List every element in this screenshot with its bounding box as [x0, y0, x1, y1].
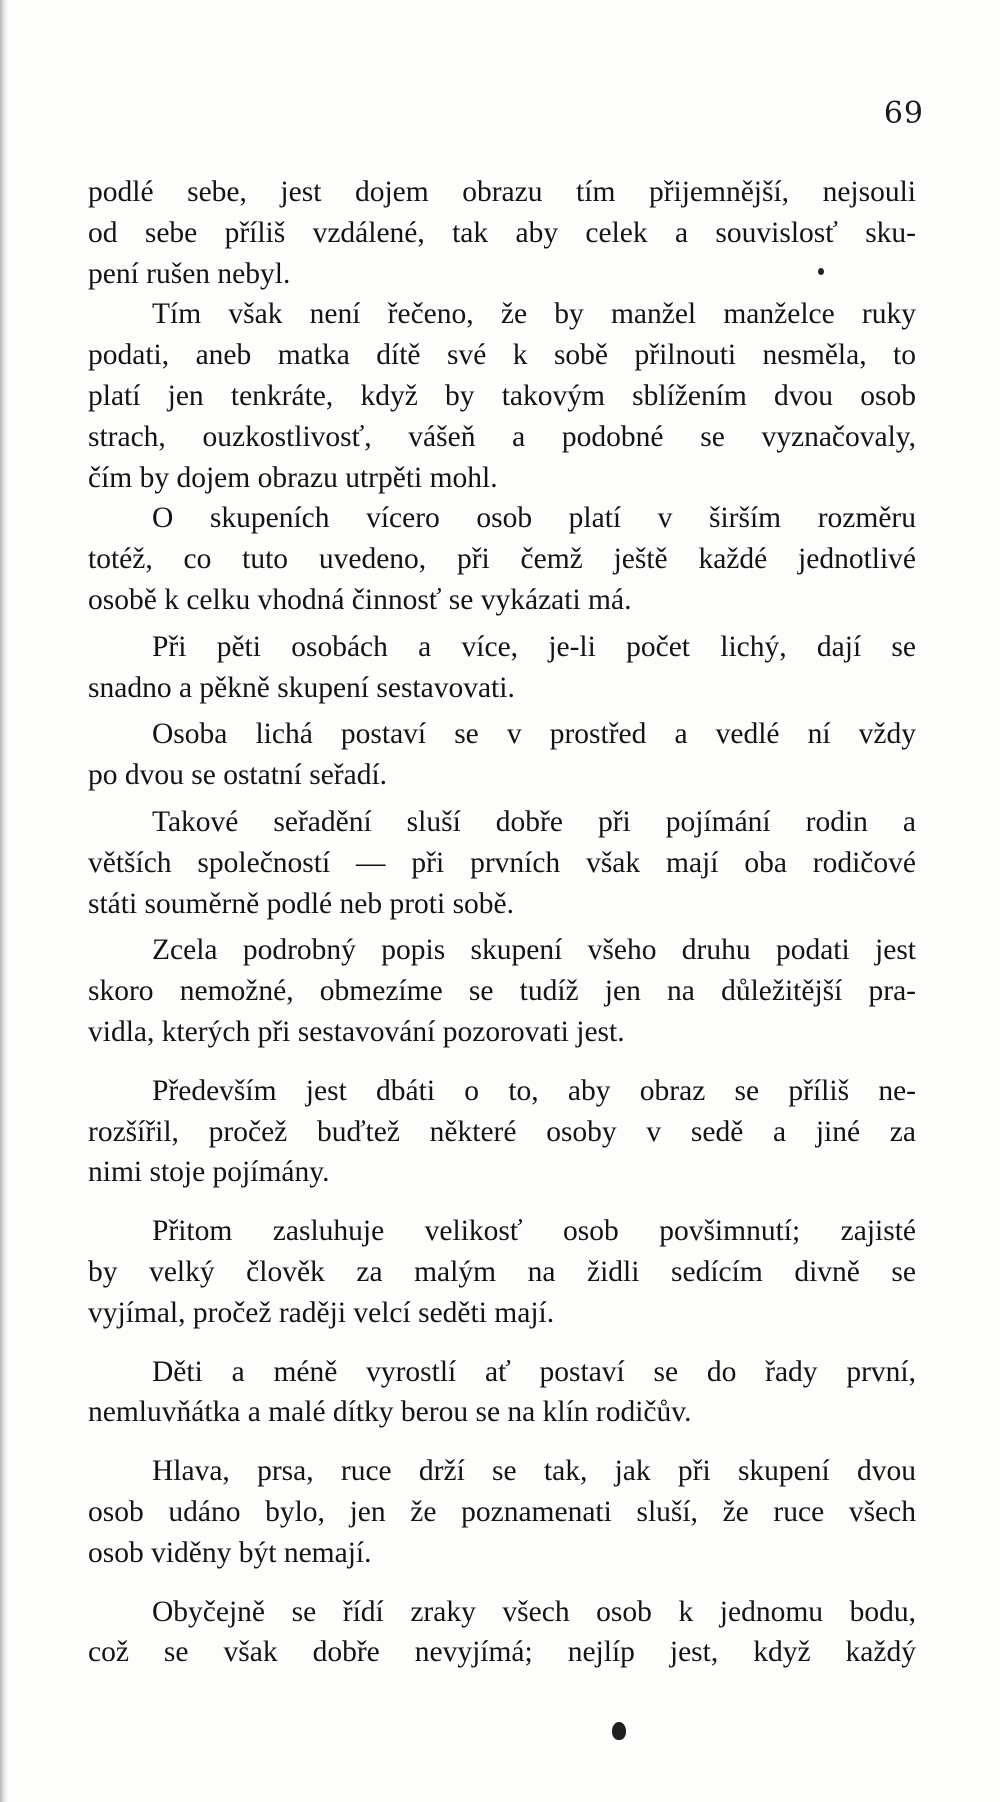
text-line: pení rušen nebyl. [88, 257, 291, 290]
page-edge-shadow [0, 0, 8, 1802]
text-line: O skupeních vícero osob platí v širším rozměru [152, 502, 916, 535]
text-line: strach, ouzkostlivosť, vášeň a podobné se vyznačovaly, [88, 420, 916, 453]
text-line: Tím však není řečeno, že by manžel manželce ruky [152, 298, 916, 331]
text-line: vidla, kterých při sestavování pozorovati jest. [88, 1015, 625, 1048]
text-line: rozšířil, pročež buďtež některé osoby v sedě a jiné za [88, 1115, 916, 1148]
text-line: nimi stoje pojímány. [88, 1156, 330, 1189]
text-line: nemluvňátka a malé dítky berou se na klín rodičův. [88, 1396, 692, 1429]
text-line: Takové seřadění sluší dobře při pojímání rodin a [152, 805, 916, 838]
text-line: platí jen tenkráte, když by takovým sblížením dvou osob [88, 379, 916, 412]
text-line: státi souměrně podlé neb proti sobě. [88, 887, 515, 920]
text-line: osobě k celku vhodná činnosť se vykázati má. [88, 583, 632, 616]
text-line: osob udáno bylo, jen že poznamenati sluší, že ruce všech [88, 1495, 916, 1528]
text-line: Hlava, prsa, ruce drží se tak, jak při skupení dvou [152, 1455, 916, 1488]
text-line: čím by dojem obrazu utrpěti mohl. [88, 461, 498, 494]
page-number: 69 [883, 96, 924, 131]
text-line: skoro nemožné, obmezíme se tudíž jen na důležitější pra- [88, 975, 916, 1008]
body-text [88, 172, 916, 1673]
text-line: snadno a pěkně skupení sestavovati. [88, 671, 515, 704]
text-line: vyjímal, pročež raději velcí seděti mají. [88, 1296, 555, 1329]
text-line: Zcela podrobný popis skupení všeho druhu podati jest [152, 934, 916, 967]
text-line: Přitom zasluhuje velikosť osob povšimnutí; zajisté [152, 1215, 916, 1248]
text-line: totéž, co tuto uvedeno, při čemž ještě každé jednotlivé [88, 543, 916, 576]
text-line: větších společností — při prvních však mají oba rodičové [88, 846, 916, 879]
text-line: Osoba lichá postaví se v prostřed a vedlé ní vždy [152, 718, 916, 751]
text-line: Při pěti osobách a více, je-li počet lichý, dají se [152, 630, 916, 663]
text-line: Obyčejně se řídí zraky všech osob k jednomu bodu, [152, 1595, 916, 1628]
text-line: což se však dobře nevyjímá; nejlíp jest, když každý [88, 1636, 916, 1669]
ink-blot [612, 1722, 626, 1740]
text-line: od sebe příliš vzdálené, tak aby celek a souvislosť sku- [88, 216, 916, 249]
text-line: podati, aneb matka dítě své k sobě přilnouti nesměla, to [88, 339, 916, 372]
text-line: by velký člověk za malým na židli sedícím divně se [88, 1255, 916, 1288]
text-line: Především jest dbáti o to, aby obraz se příliš ne- [152, 1074, 916, 1107]
text-line: osob viděny být nemají. [88, 1536, 372, 1569]
text-line: podlé sebe, jest dojem obrazu tím přijemnější, nejsouli [88, 176, 916, 208]
text-line: Děti a méně vyrostlí ať postaví se do řady první, [152, 1355, 916, 1388]
text-line: po dvou se ostatní seřadí. [88, 759, 388, 792]
